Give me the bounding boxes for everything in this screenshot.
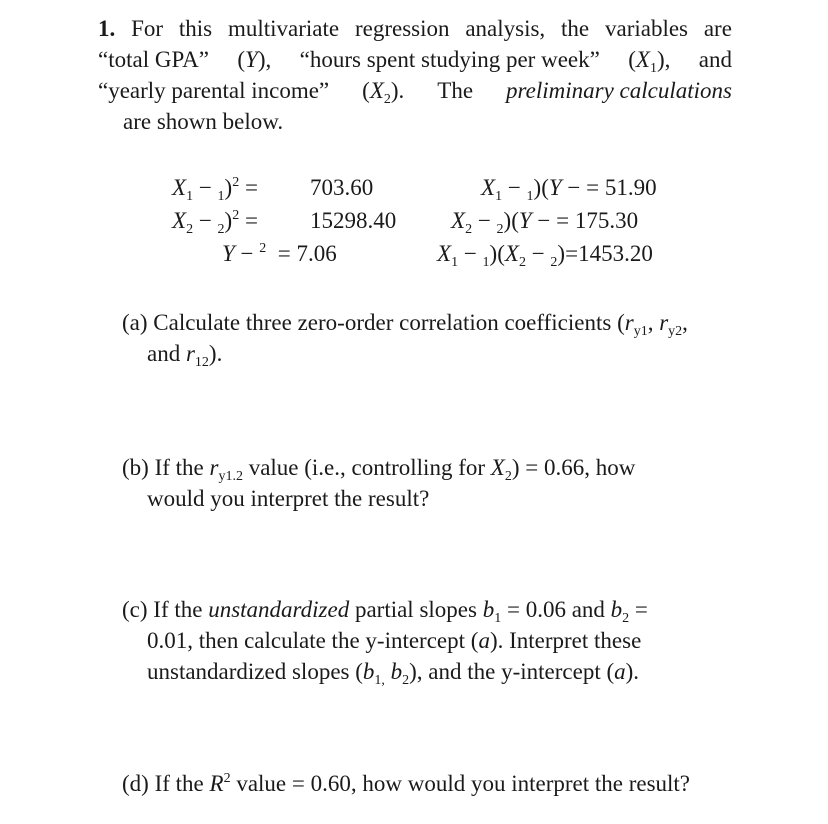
question-a-label: (a) (122, 310, 148, 335)
calc-right-row-3: $X_1 - _1)(X_2 - _2)=1453.20$ (437, 241, 653, 270)
question-b (122, 452, 732, 514)
question-c-label: (c) (122, 597, 148, 622)
calc-right-value-3: 1453.20 (578, 241, 653, 266)
calc-left-value-1: 703.60 (310, 175, 374, 200)
problem-number: 1. (98, 16, 116, 41)
calc-left-value-2: 15298.40 (310, 208, 397, 233)
y-variable-name: “total GPA” (98, 47, 209, 72)
question-d-value: 0.60 (310, 771, 351, 796)
calc-left-expr-2: $X_2 - _2)^2$ = (172, 208, 258, 237)
question-a-line-1: (a) Calculate three zero-order correlation coefficients ($r_{y1}$, $r_{y2}$, (122, 310, 688, 339)
question-a (122, 307, 732, 369)
question-c-line-3: unstandardized slopes ($b_{1,}$ $b_2$), and the y-intercept (a). (147, 659, 640, 688)
shown-below-text: are shown below. (123, 109, 284, 134)
question-c-line-2: 0.01, then calculate the y-intercept (a). Interpret these (147, 628, 642, 653)
calc-left-value-3: 7.06 (296, 241, 337, 266)
intro-line-1: 1. For this multivariate regression analysis, the variables are (98, 16, 732, 41)
calc-right-row-1: $X_1 - _1)(Y$ − = 51.90 (481, 175, 657, 204)
unstandardized-text: unstandardized (208, 597, 350, 622)
calc-right-row-2: $X_2 - _2)(Y$ − = 175.30 (451, 208, 639, 237)
question-d-line-1: (d) If the $R^2$ value = 0.60, how would you interpret the result? (122, 771, 691, 796)
question-d-label: (d) (122, 771, 149, 796)
problem-intro (98, 13, 732, 137)
intro-line-2: “total GPA” (Y), “hours spent studying per week” $(X_1)$, and (98, 44, 732, 75)
question-c-b2-value: 0.01 (147, 628, 188, 653)
calc-left-expr-1: $X_1 - _1)^2$ = (172, 175, 258, 204)
question-b-line-2: would you interpret the result? (147, 486, 430, 511)
x2-variable-name: “yearly parental income” (98, 78, 330, 103)
question-b-label: (b) (122, 455, 149, 480)
prelim-text: preliminary calculations (506, 78, 732, 103)
question-b-line-1: (b) If the $r_{y1.2}$ value (i.e., controlling for $X_2) = 0.66$, how (122, 455, 636, 484)
question-a-line-2: and $r_{12}$). (147, 341, 223, 370)
question-c-b1-value: 0.06 (525, 597, 566, 622)
calc-right-value-2: 175.30 (574, 208, 639, 233)
calc-right-value-1: 51.90 (604, 175, 657, 200)
question-c (122, 594, 732, 687)
question-c-line-1: (c) If the unstandardized partial slopes $b_1 = 0.06$ and $b_2$ = (122, 597, 648, 626)
question-b-value: 0.66 (543, 455, 585, 480)
question-d (122, 768, 732, 799)
x1-variable-name: “hours spent studying per week” (299, 47, 600, 72)
question-a-text: Calculate three zero-order correlation coefficients ( (153, 310, 625, 335)
calc-left-expr-3: Y − $^2$ = 7.06 (222, 241, 337, 266)
intro-line-3: “yearly parental income” $(X_2)$. The preliminary calculations (98, 75, 732, 106)
